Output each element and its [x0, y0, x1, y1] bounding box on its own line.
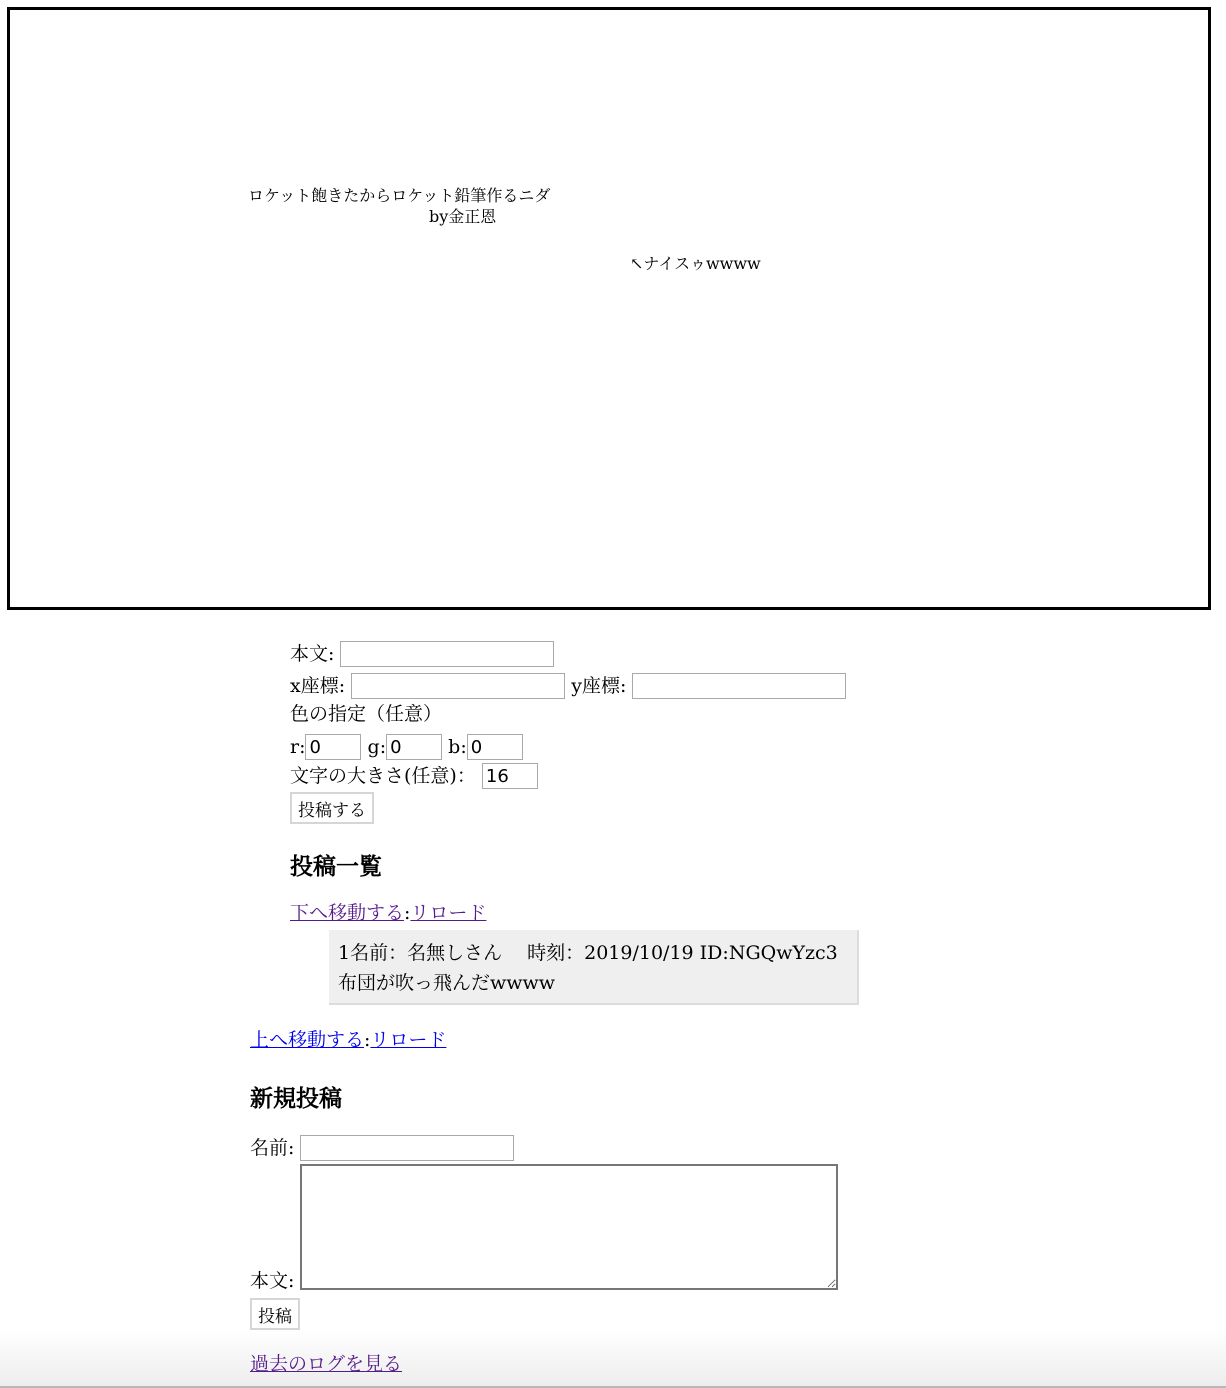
- r-label: r:: [290, 736, 306, 758]
- post-header: 1名前：名無しさん 時刻：2019/10/19 ID:NGQwYzc3: [338, 942, 838, 964]
- color-heading: 色の指定（任意）: [290, 703, 443, 725]
- canvas-text-1: ロケット飽きたからロケット鉛筆作るニダ: [248, 186, 551, 205]
- new-post-submit-button[interactable]: 投稿: [250, 1298, 300, 1330]
- name-label: 名前:: [250, 1137, 295, 1159]
- reload-link-bottom[interactable]: リロード: [370, 1029, 447, 1051]
- post-list-nav: [290, 898, 486, 928]
- bottom-nav: [250, 1025, 446, 1055]
- canvas-text-3: ↖ナイスゥwwww: [630, 254, 761, 273]
- font-size-input[interactable]: [482, 763, 538, 789]
- archive-link[interactable]: 過去のログを見る: [250, 1353, 403, 1375]
- g-label: g:: [367, 736, 387, 758]
- x-coord-label: x座標:: [290, 675, 346, 697]
- bottom-nav-separator: :: [364, 1029, 371, 1051]
- canvas-submit-button[interactable]: 投稿する: [290, 792, 374, 824]
- x-coord-input[interactable]: [351, 673, 565, 699]
- new-post-heading: 新規投稿: [250, 1085, 342, 1112]
- post-body: 布団が吹っ飛んだwwww: [338, 972, 556, 994]
- b-label: b:: [448, 736, 467, 758]
- r-input[interactable]: [305, 734, 361, 760]
- new-post-body-label: 本文:: [250, 1270, 295, 1292]
- g-input[interactable]: [386, 734, 442, 760]
- canvas-body-input[interactable]: [340, 641, 554, 667]
- nav-separator: :: [404, 902, 411, 924]
- font-size-label: 文字の大きさ(任意)：: [290, 765, 476, 787]
- post-list-heading: 投稿一覧: [290, 853, 382, 880]
- b-input[interactable]: [467, 734, 523, 760]
- canvas-body-label: 本文:: [290, 643, 335, 665]
- canvas-text-2: by金正恩: [429, 207, 497, 226]
- move-down-link[interactable]: 下へ移動する: [290, 902, 405, 924]
- move-up-link[interactable]: 上へ移動する: [250, 1029, 365, 1051]
- y-coord-input[interactable]: [632, 673, 846, 699]
- reload-link-top[interactable]: リロード: [410, 902, 487, 924]
- post-item: [329, 930, 859, 1005]
- drawing-canvas[interactable]: [7, 7, 1211, 610]
- new-post-body-textarea[interactable]: [300, 1164, 838, 1290]
- bottom-shade: [0, 1330, 1226, 1388]
- y-coord-label: y座標:: [571, 675, 627, 697]
- name-input[interactable]: [300, 1135, 514, 1161]
